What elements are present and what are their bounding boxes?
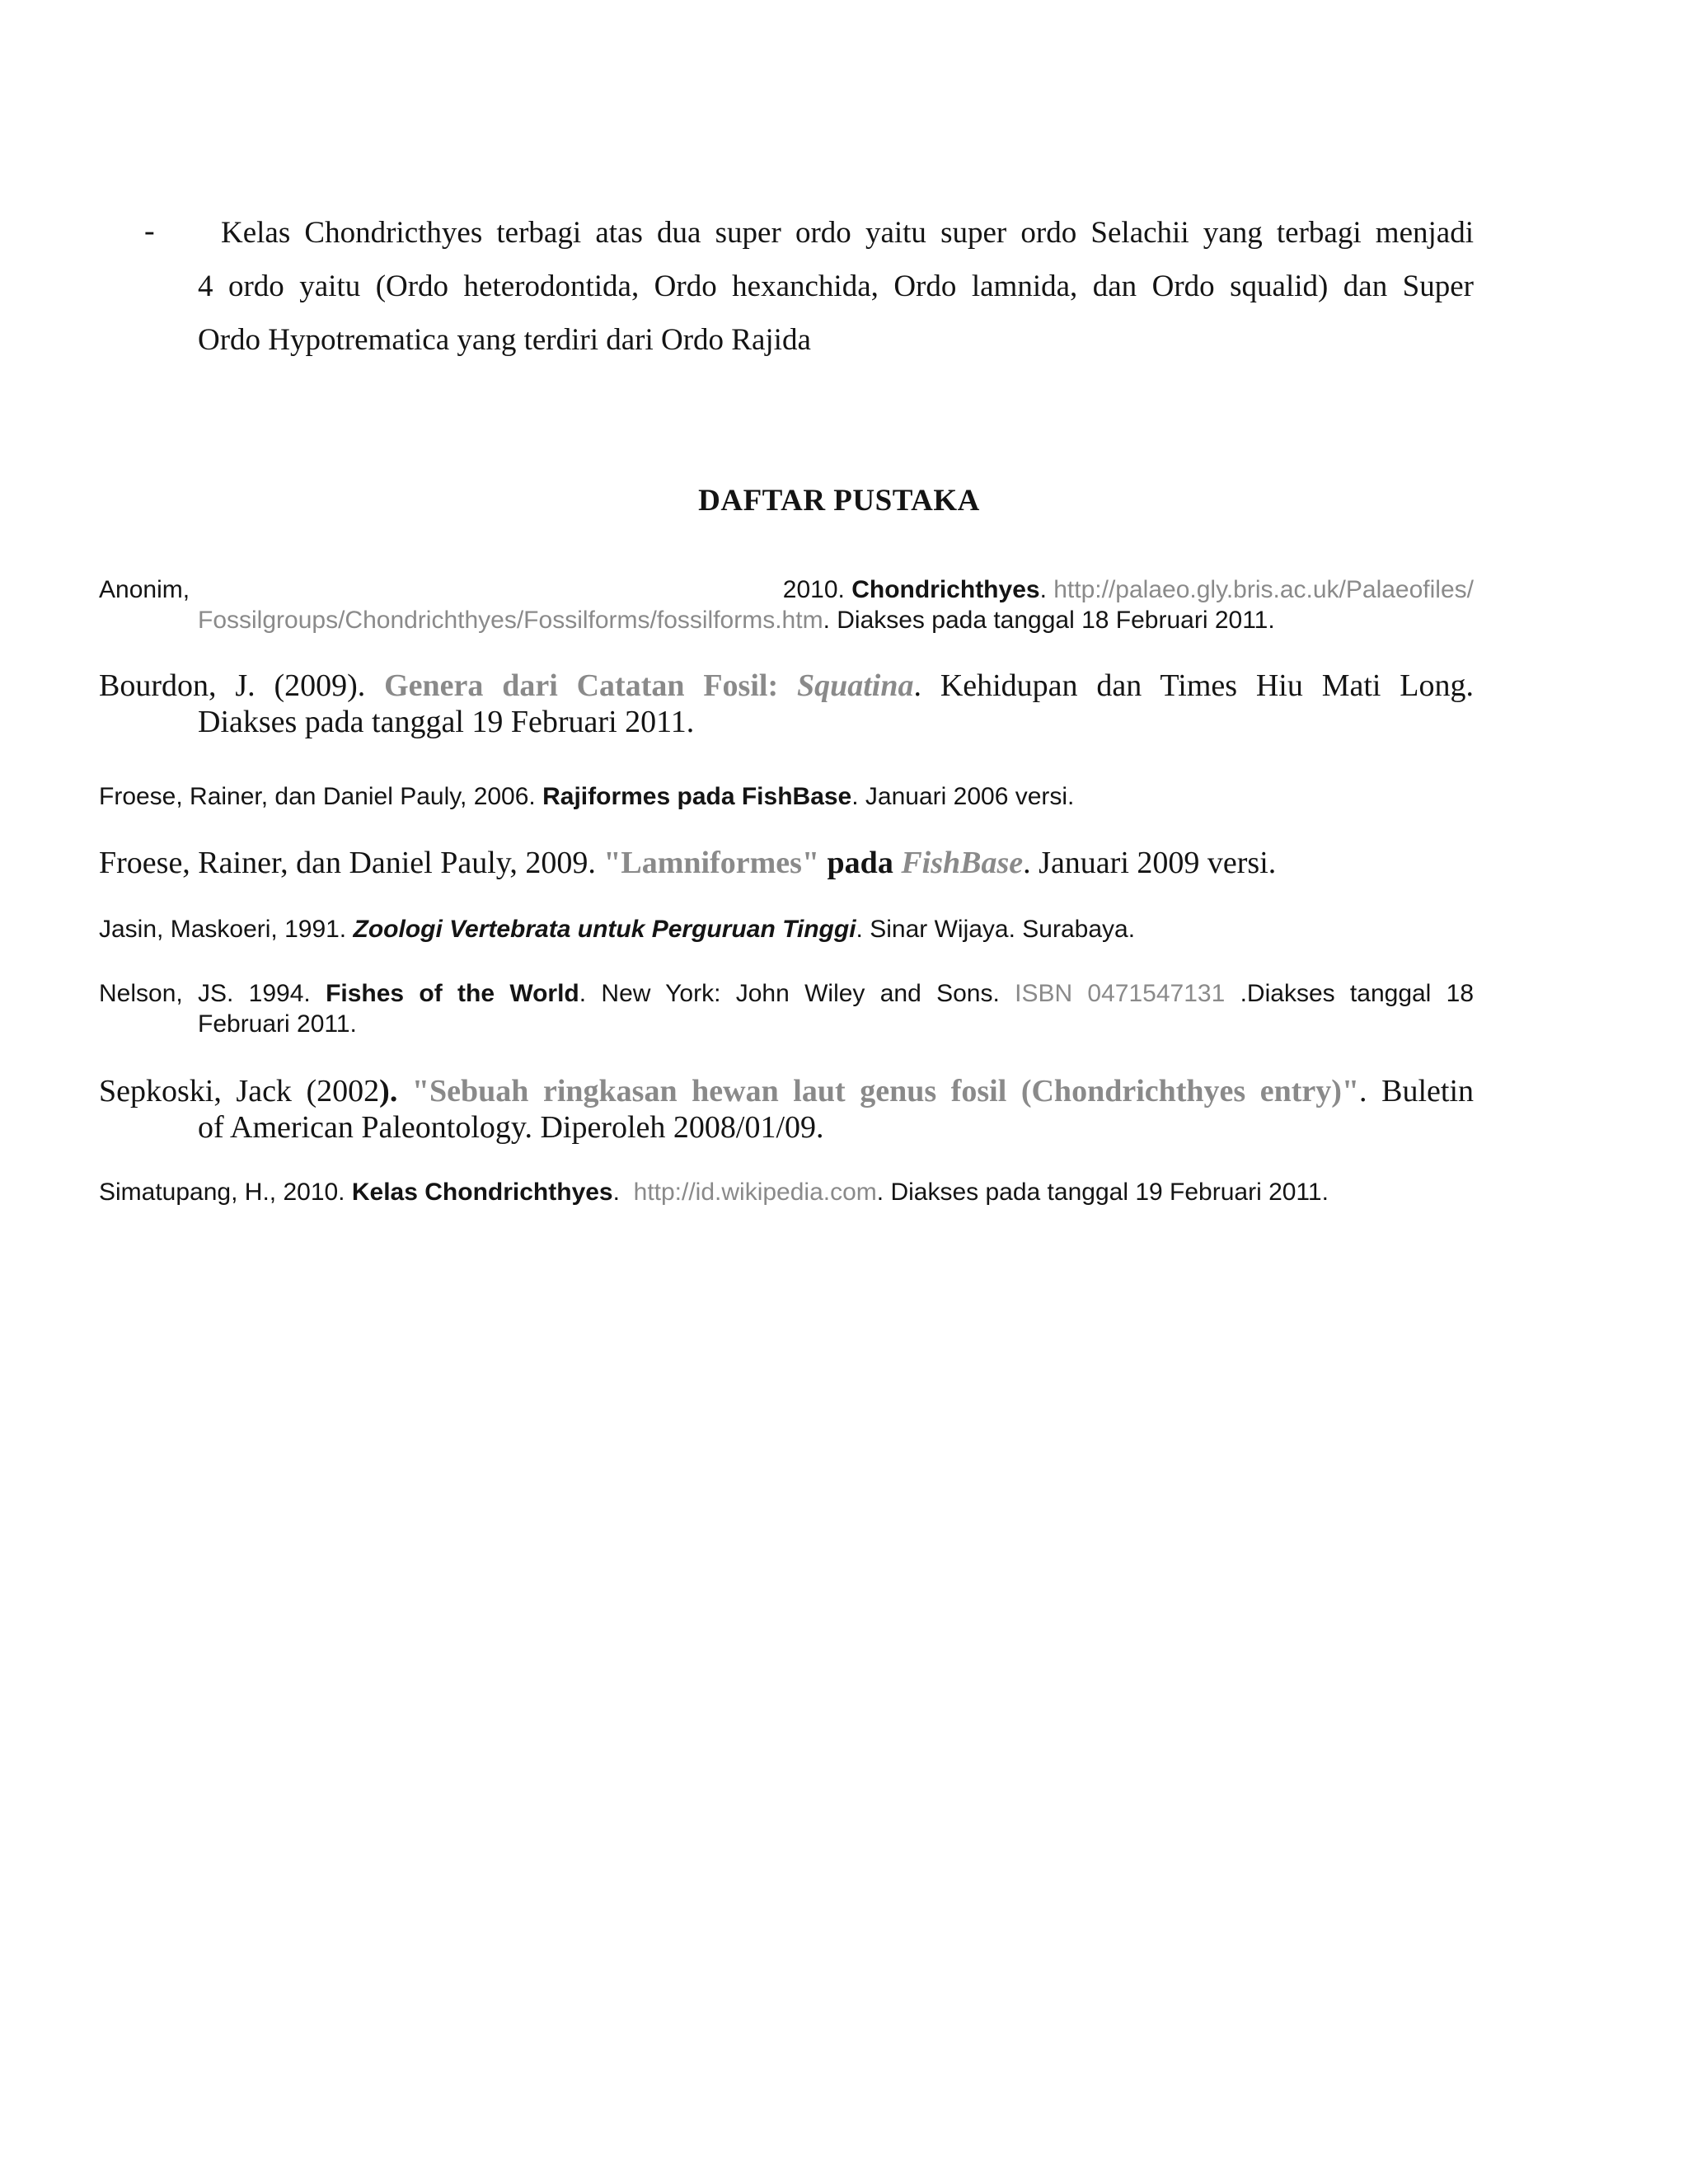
bullet-dash: - bbox=[144, 213, 155, 248]
ref-title: Zoologi Vertebrata untuk Perguruan Tinggi bbox=[353, 916, 856, 943]
intro-paragraph bbox=[198, 206, 1474, 367]
ref-title-link[interactable]: "Sebuah ringkasan hewan laut genus fosil (Chondrichthyes entry)" bbox=[411, 1074, 1360, 1108]
ref-pada: pada bbox=[827, 846, 893, 880]
intro-line-1: Kelas Chondricthyes terbagi atas dua super ordo yaitu super ordo Selachii yang terbagi menjadi bbox=[221, 216, 1474, 250]
ref-line-2: Februari 2011. bbox=[198, 1010, 357, 1038]
ref-line-2: of American Paleontology. Diperoleh 2008/01/09. bbox=[198, 1110, 824, 1145]
section-heading: DAFTAR PUSTAKA bbox=[698, 484, 980, 518]
reference-sepkoski bbox=[99, 1073, 1474, 1146]
reference-froese-2006: Froese, Rainer, dan Daniel Pauly, 2006. Rajiformes pada FishBase. Januari 2006 versi. bbox=[99, 783, 1075, 810]
ref-rest: . Diakses pada tanggal 18 Februari 2011. bbox=[823, 607, 1275, 634]
ref-url-link[interactable]: http://id.wikipedia.com bbox=[633, 1179, 877, 1206]
reference-froese-2009: Froese, Rainer, dan Daniel Pauly, 2009. "Lamniformes" pada FishBase. Januari 2009 versi. bbox=[99, 846, 1277, 880]
reference-bourdon bbox=[99, 668, 1474, 740]
ref-url-link-continued[interactable]: Fossilgroups/Chondrichthyes/Fossilforms/fossilforms.htm bbox=[198, 607, 823, 634]
ref-title: Rajiformes pada FishBase bbox=[542, 783, 852, 810]
intro-line-3: Ordo Hypotrematica yang terdiri dari Ordo Rajida bbox=[198, 323, 811, 357]
ref-author: Anonim, bbox=[99, 576, 190, 603]
reference-nelson bbox=[99, 978, 1474, 1039]
ref-title-link[interactable]: "Lamniformes" bbox=[603, 846, 820, 880]
ref-line-1: Sepkoski, Jack (2002). "Sebuah ringkasan hewan laut genus fosil (Chondrichthyes entry)". Buletin bbox=[99, 1074, 1475, 1108]
reference-simatupang: Simatupang, H., 2010. Kelas Chondrichthyes. http://id.wikipedia.com. Diakses pada tanggal 19 Februari 2011. bbox=[99, 1179, 1329, 1206]
reference-jasin: Jasin, Maskoeri, 1991. Zoologi Vertebrata untuk Perguruan Tinggi. Sinar Wijaya. Surabaya. bbox=[99, 916, 1136, 943]
ref-line-1: Nelson, JS. 1994. Fishes of the World. New York: John Wiley and Sons. ISBN 0471547131 .Diakses tanggal 18 bbox=[99, 980, 1475, 1007]
reference-anonim bbox=[99, 574, 1474, 635]
intro-line-2: 4 ordo yaitu (Ordo heterodontida, Ordo hexanchida, Ordo lamnida, dan Ordo squalid) dan Super bbox=[198, 269, 1474, 303]
ref-url-link[interactable]: http://palaeo.gly.bris.ac.uk/Palaeofiles/ bbox=[1053, 576, 1474, 603]
ref-line-2: Diakses pada tanggal 19 Februari 2011. bbox=[198, 705, 695, 739]
ref-fishbase-link[interactable]: FishBase bbox=[901, 846, 1024, 880]
isbn-link[interactable]: ISBN 0471547131 bbox=[1015, 980, 1226, 1007]
ref-dot: . bbox=[1039, 576, 1047, 603]
ref-year: 2010. bbox=[782, 576, 845, 603]
ref-title-link[interactable]: Genera dari Catatan Fosil: bbox=[384, 668, 779, 703]
ref-title-italic[interactable]: Squatina bbox=[796, 668, 914, 703]
ref-title: Kelas Chondrichthyes bbox=[351, 1179, 613, 1206]
ref-title: Chondrichthyes bbox=[851, 576, 1040, 603]
ref-title: Fishes of the World bbox=[326, 980, 579, 1007]
ref-line-1: Bourdon, J. (2009). Genera dari Catatan Fosil: Squatina. Kehidupan dan Times Hiu Mati Long. bbox=[99, 668, 1475, 703]
